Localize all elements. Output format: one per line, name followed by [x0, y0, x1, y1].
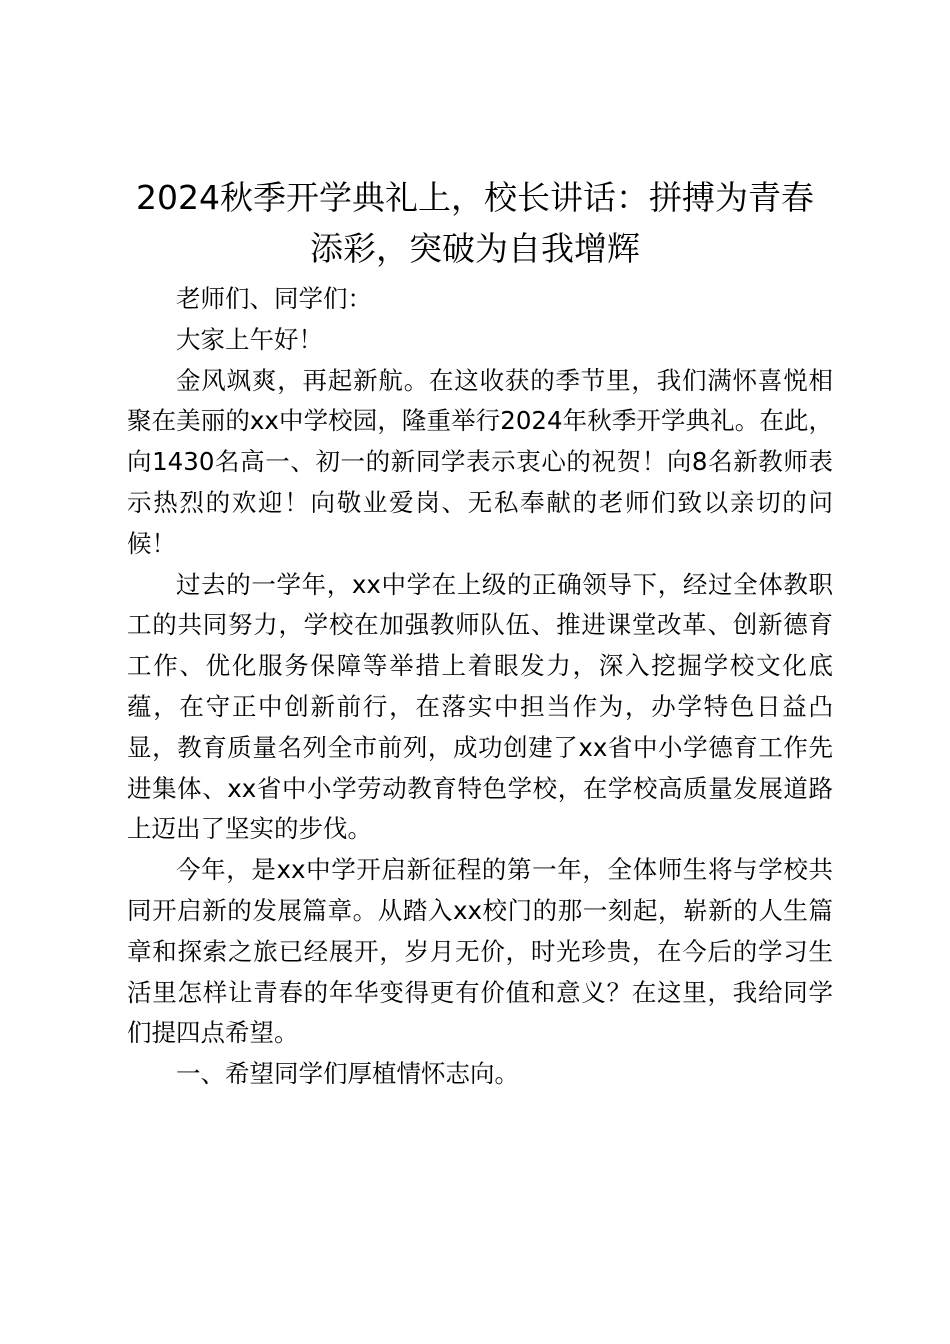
salutation-paragraph: 大家上午好！ [176, 324, 323, 354]
section-heading: 一、希望同学们厚植情怀志向。 [176, 1059, 519, 1089]
document-title: 2024秋季开学典礼上，校长讲话：拼搏为青春添彩，突破为自我增辉 [136, 178, 814, 268]
body-paragraph: 金风飒爽，再起新航。在这收获的季节里，我们满怀喜悦相聚在美丽的xx中学校园，隆重举行2024年秋季开学典礼。在此，向1430名高一、初一的新同学表示衷心的祝贺！向8名新教师表示热烈的欢迎！向敬业爱岗、无私奉献的老师们致以亲切的问候！ [127, 365, 833, 558]
document-body [127, 279, 833, 1095]
body-paragraph: 过去的一学年，xx中学在上级的正确领导下，经过全体教职工的共同努力，学校在加强教师队伍、推进课堂改革、创新德育工作、优化服务保障等举措上着眼发力，深入挖掘学校文化底蕴，在守正中创新前行，在落实中担当作为，办学特色日益凸显，教育质量名列全市前列，成功创建了xx省中小学德育工作先进集体、xx省中小学劳动教育特色学校，在学校高质量发展道路上迈出了坚实的步伐。 [127, 569, 833, 844]
greeting-paragraph: 老师们、同学们： [176, 284, 372, 313]
body-paragraph: 今年，是xx中学开启新征程的第一年，全体师生将与学校共同开启新的发展篇章。从踏入xx校门的那一刻起，崭新的人生篇章和探索之旅已经展开，岁月无价，时光珍贵，在今后的学习生活里怎样让青春的年华变得更有价值和意义？在这里，我给同学们提四点希望。 [127, 855, 833, 1048]
